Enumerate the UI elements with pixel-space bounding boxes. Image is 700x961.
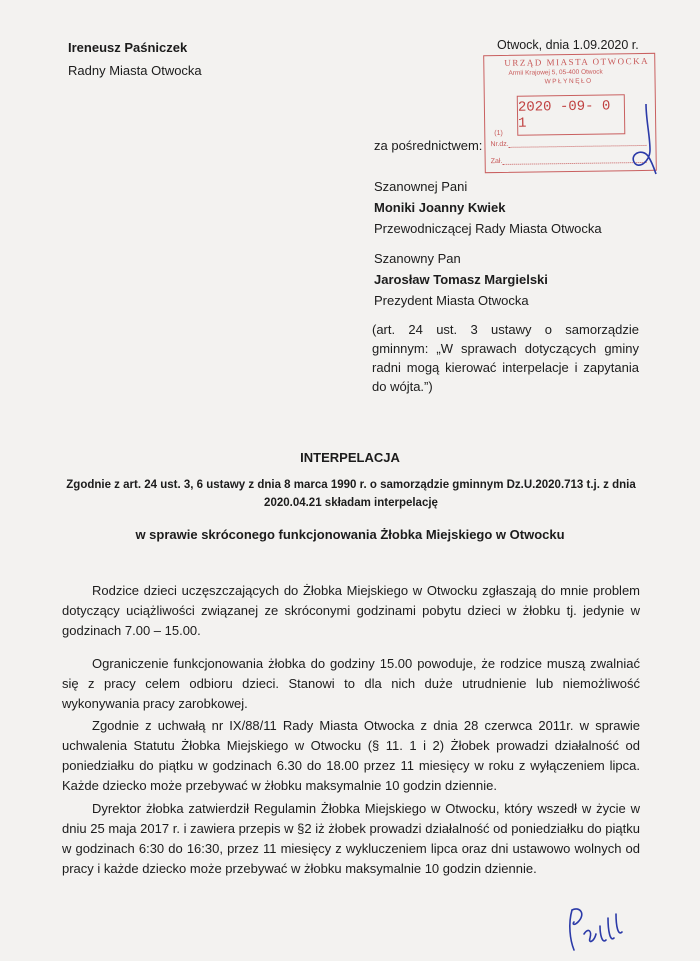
recipient-2 <box>374 248 548 311</box>
place-date: Otwock, dnia 1.09.2020 r. <box>497 38 639 52</box>
handwritten-initial-icon <box>616 100 662 178</box>
stamp-office-name: URZĄD MIASTA OTWOCKA <box>504 55 650 68</box>
recipient-1-title: Przewodniczącej Rady Miasta Otwocka <box>374 221 602 236</box>
sender-name: Ireneusz Paśniczek <box>68 40 188 55</box>
stamp-number: (1) <box>494 129 503 138</box>
signature-icon <box>560 900 630 956</box>
recipient-1-name: Moniki Joanny Kwiek <box>374 200 506 215</box>
sender-role: Radny Miasta Otwocka <box>68 63 202 78</box>
recipient-2-title: Prezydent Miasta Otwocka <box>374 293 529 308</box>
stamp-received-label: WPŁYNĘŁO <box>544 77 593 86</box>
paragraph: Rodzice dzieci uczęszczających do Żłobka Miejskiego w Otwocku zgłaszają do mnie problem dotyczący uciążliwości związanej ze skróconymi godzinami pobytu dzieci w żłobku tj. jedynie w godzinach 7.00 – 15.00. <box>62 583 640 638</box>
recipient-2-salutation: Szanowny Pan <box>374 251 461 266</box>
stamp-nr-dz-label: Nr.dz. <box>490 140 509 149</box>
stamp-date: 2020 -09- 0 1 <box>517 94 626 136</box>
paragraph: Ograniczenie funkcjonowania żłobka do godziny 15.00 powoduje, że rodzice muszą zwalniać się z pracy celem odbioru dzieci. Stanowi to dla nich duże utrudnienie lub niemożliwość wykonywania pracy zarobkowej. <box>62 656 640 711</box>
recipient-2-name: Jarosław Tomasz Margielski <box>374 272 548 287</box>
stamp-address: Armii Krajowej 5, 05-400 Otwock <box>508 68 603 77</box>
paragraph: Dyrektor żłobka zatwierdził Regulamin Żłobka Miejskiego w Otwocku, który wszedł w życie w dniu 25 maja 2017 r. i zawiera przepis w §2 iż żłobek prowadzi działalność od poniedziałku do piątku w godzinach 6:30 do 16:30, przez 11 miesięcy z wykluczeniem lipca oraz dni ustawowo wolnych od pracy i każde dziecko może przebywać w żłobku maksymalnie 10 godzin dziennie. <box>62 801 640 876</box>
recipient-1-salutation: Szanownej Pani <box>374 179 468 194</box>
stamp-zal-label: Zał. <box>490 157 503 166</box>
paragraph: Zgodnie z uchwałą nr IX/88/11 Rady Miasta Otwocka z dnia 28 czerwca 2011r. w sprawie uchwalenia Statutu Żłobka Miejskiego w Otwocku (§ 11. 1 i 2) Żłobek prowadzi działalność od poniedziałku do piątku w godzinach 6.30 do 18.00 przez 11 miesięcy w roku z wyłączeniem lipca. Każde dziecko może przebywać w żłobku maksymalnie 10 godzin dziennie. <box>62 718 640 793</box>
subject-line: w sprawie skróconego funkcjonowania Żłobka Miejskiego w Otwocku <box>135 527 565 542</box>
document-title: INTERPELACJA <box>300 450 400 465</box>
via-label: za pośrednictwem: <box>374 138 483 153</box>
legal-basis: Zgodnie z art. 24 ust. 3, 6 ustawy z dnia 8 marca 1990 r. o samorządzie gminnym Dz.U.2020.713 t.j. z dnia 2020.04.21 składam interpelację <box>66 479 636 509</box>
recipient-1 <box>374 176 602 239</box>
legal-note: (art. 24 ust. 3 ustawy o samorządzie gminnym: „W sprawach dotyczących gminy radni mogą kierować interpelacje i zapytania do wójta.”) <box>372 322 639 394</box>
